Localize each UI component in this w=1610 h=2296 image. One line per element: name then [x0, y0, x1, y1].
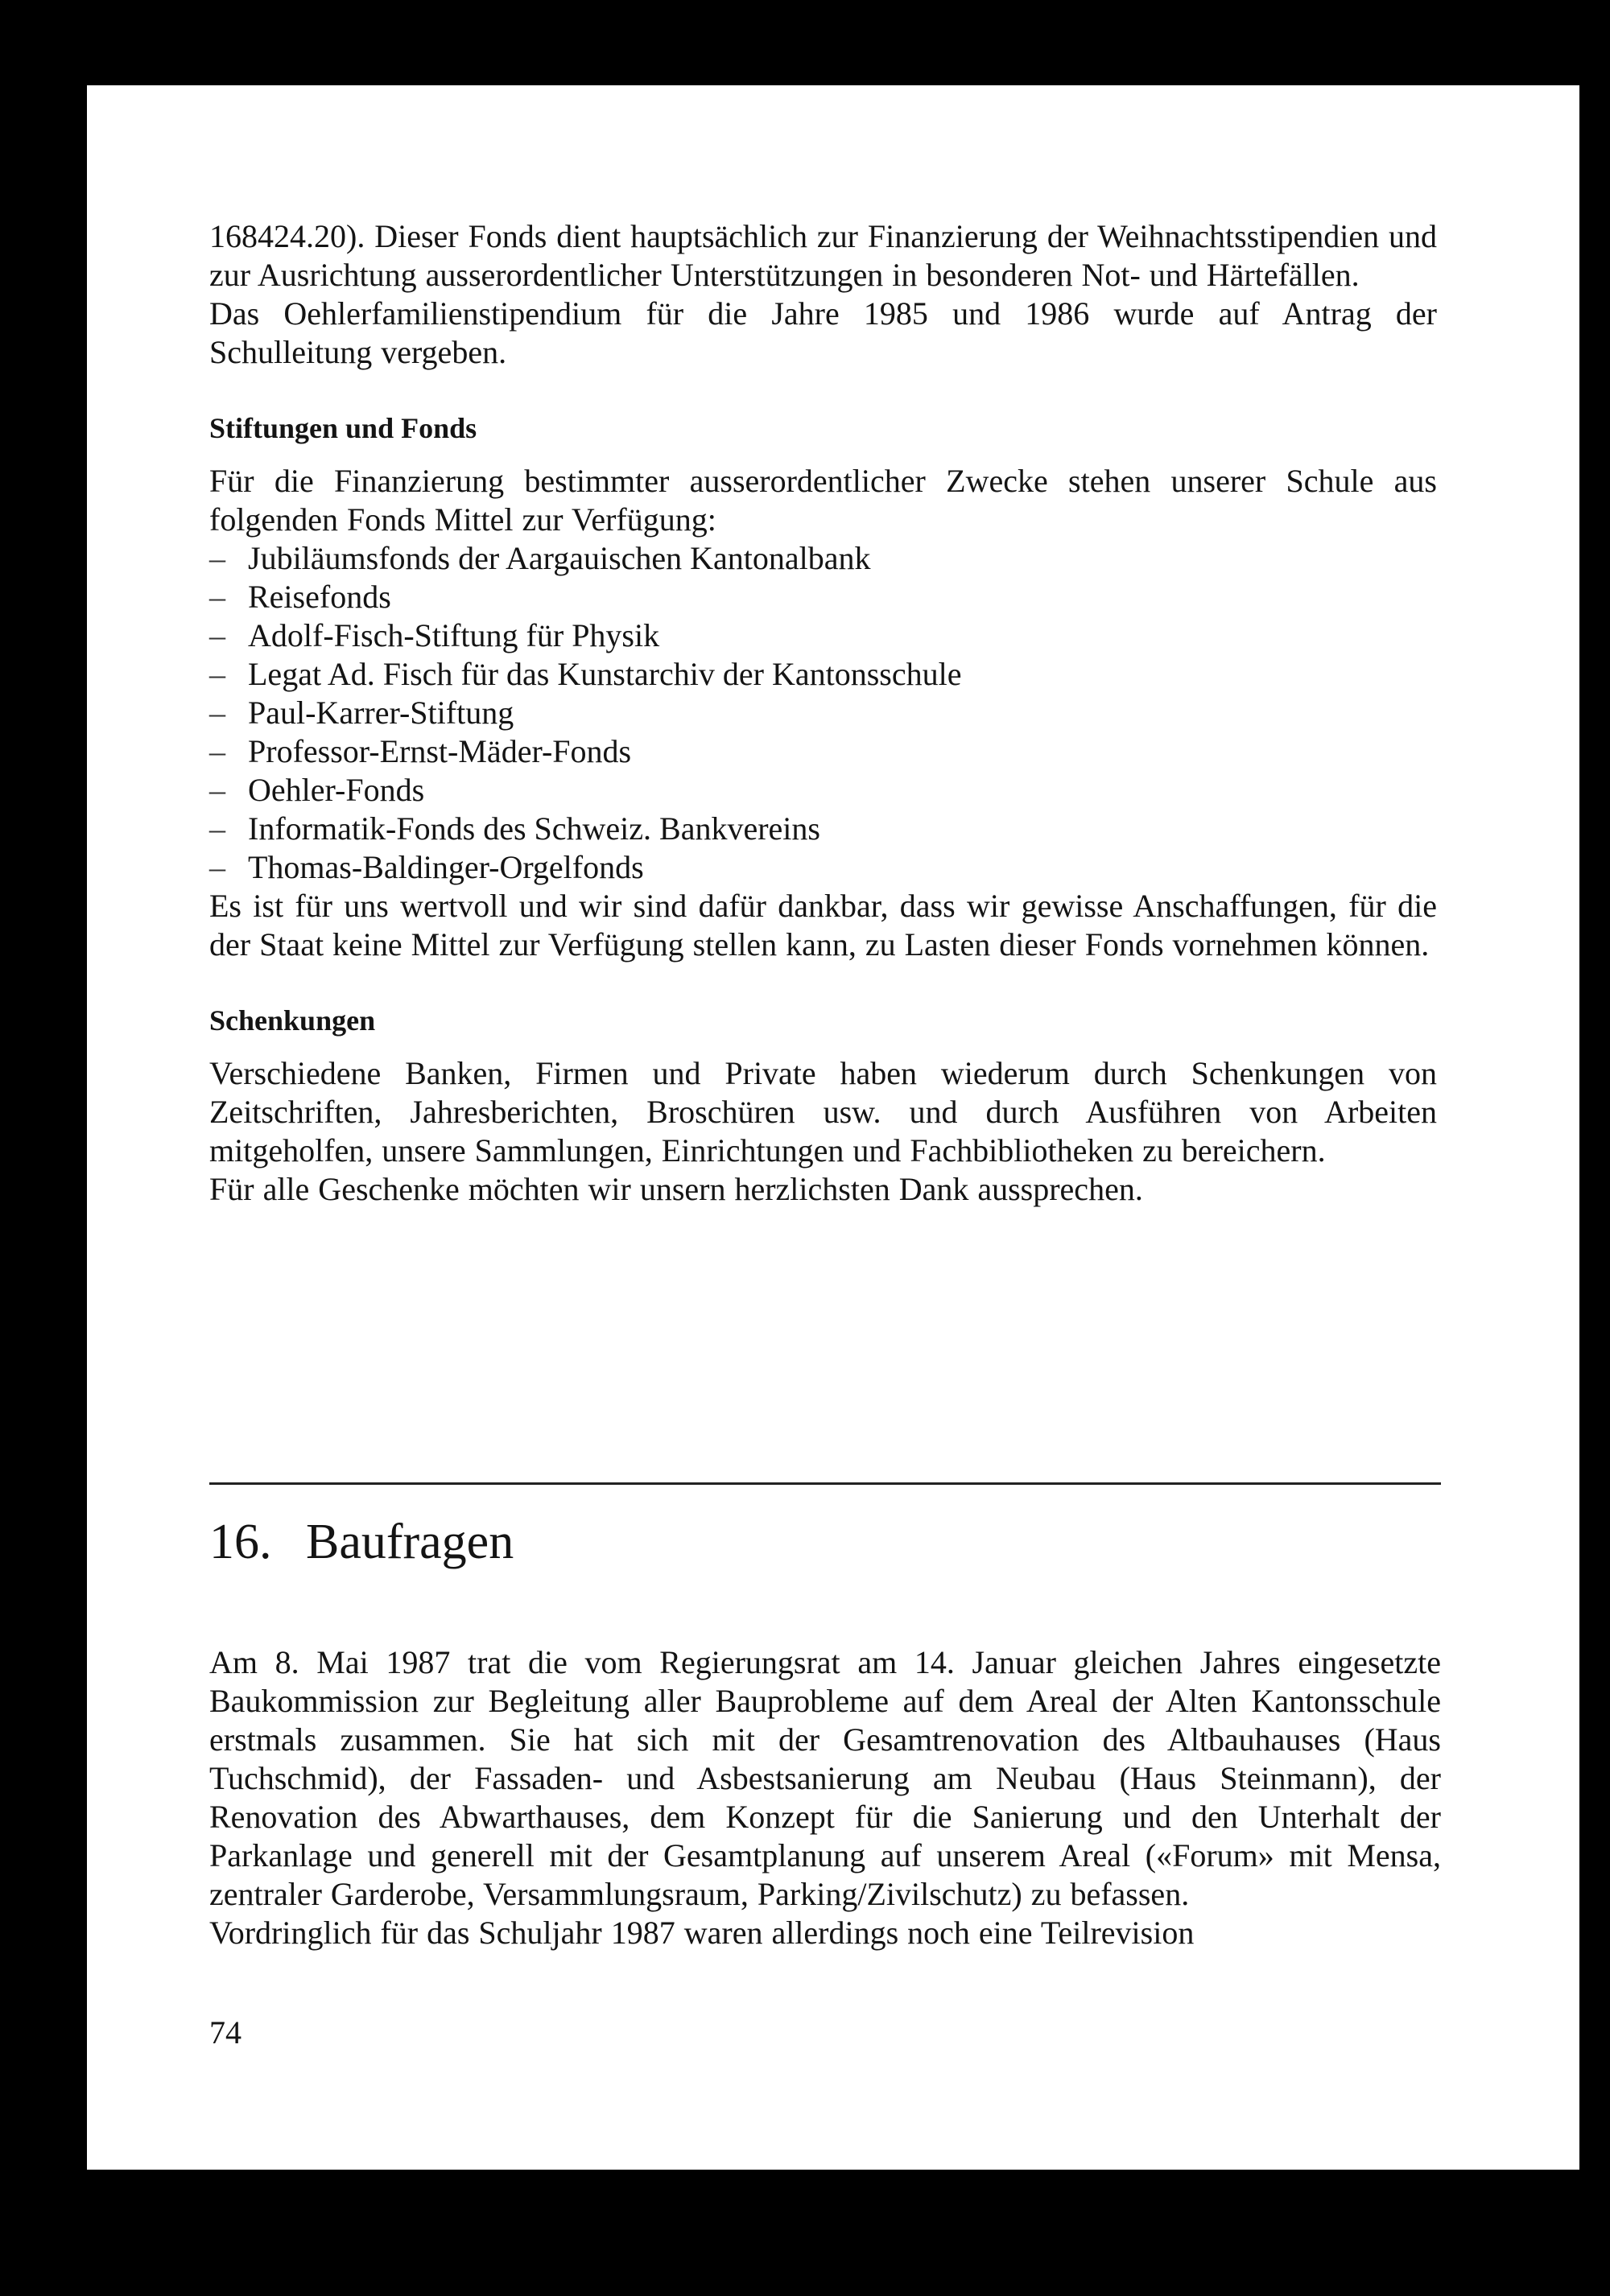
chapter-body — [209, 1643, 1441, 1952]
dash-bullet: – — [209, 579, 225, 615]
chapter-paragraph-2: Vordringlich für das Schuljahr 1987 waren allerdings noch eine Teilrevision — [209, 1915, 1195, 1951]
list-item: – Informatik-Fonds des Schweiz. Bankvereins — [209, 810, 820, 847]
chapter-title — [209, 1510, 514, 1574]
list-item: – Thomas-Baldinger-Orgelfonds — [209, 849, 644, 885]
stiftungen-intro: Für die Finanzierung bestimmter ausserordentlicher Zwecke stehen unserer Schule aus folgenden Fonds Mittel zur Verfügung: — [209, 463, 1437, 538]
list-item: – Paul-Karrer-Stiftung — [209, 695, 514, 731]
dash-bullet: – — [209, 810, 225, 847]
dash-bullet: – — [209, 733, 225, 769]
dash-bullet: – — [209, 540, 225, 576]
chapter-number: 16. — [209, 1515, 272, 1569]
section-heading-stiftungen: Stiftungen und Fonds — [209, 412, 477, 444]
list-item: – Legat Ad. Fisch für das Kunstarchiv der Kantonsschule — [209, 656, 962, 692]
dash-bullet: – — [209, 772, 225, 808]
intro-paragraph-1: 168424.20). Dieser Fonds dient hauptsächlich zur Finanzierung der Weihnachtsstipendien und zur Ausrichtung ausserordentlicher Unterstützungen in besonderen Not- und Härtefällen. — [209, 218, 1437, 293]
list-item: – Reisefonds — [209, 579, 391, 615]
chapter-title-text: Baufragen — [306, 1515, 514, 1569]
fonds-list — [209, 539, 1437, 887]
page-number: 74 — [209, 2014, 242, 2051]
stiftungen-closing: Es ist für uns wertvoll und wir sind dafür dankbar, dass wir gewisse Anschaffungen, für die der Staat keine Mittel zur Verfügung stellen kann, zu Lasten dieser Fonds vornehmen können. — [209, 888, 1437, 963]
chapter-divider — [209, 1482, 1441, 1485]
schenkungen-paragraph-1: Verschiedene Banken, Firmen und Private haben wiederum durch Schenkungen von Zeitschriften, Jahresberichten, Broschüren usw. und durch Ausführen von Arbeiten mitgeholfen, unsere Sammlungen, Einrichtungen und Fachbibliotheken zu bereichern. — [209, 1055, 1437, 1169]
section-heading-schenkungen: Schenkungen — [209, 1004, 376, 1037]
intro-paragraph-2: Das Oehlerfamilienstipendium für die Jahre 1985 und 1986 wurde auf Antrag der Schulleitung vergeben. — [209, 295, 1437, 370]
list-item: – Professor-Ernst-Mäder-Fonds — [209, 733, 632, 769]
schenkungen-paragraph-2: Für alle Geschenke möchten wir unsern herzlichsten Dank aussprechen. — [209, 1171, 1143, 1207]
list-item: – Jubiläumsfonds der Aargauischen Kantonalbank — [209, 540, 871, 576]
chapter-paragraph-1: Am 8. Mai 1987 trat die vom Regierungsrat am 14. Januar gleichen Jahres eingesetzte Baukommission zur Begleitung aller Bauprobleme auf dem Areal der Alten Kantonsschule erstmals zusammen. Sie hat sich mit der Gesamtrenovation des Altbauhauses (Haus Tuchschmid), der Fassaden- und Asbestsanierung am Neubau (Haus Steinmann), der Renovation des Abwarthauses, dem Konzept für die Sanierung und den Unterhalt der Parkanlage und generell mit der Gesamtplanung auf unserem Areal («Forum» mit Mensa, zentraler Garderobe, Versammlungsraum, Parking/Zivilschutz) zu befassen. — [209, 1644, 1441, 1912]
list-item: – Adolf-Fisch-Stiftung für Physik — [209, 617, 660, 653]
dash-bullet: – — [209, 656, 225, 692]
dash-bullet: – — [209, 695, 225, 731]
dash-bullet: – — [209, 849, 225, 885]
dash-bullet: – — [209, 617, 225, 653]
list-item: – Oehler-Fonds — [209, 772, 425, 808]
